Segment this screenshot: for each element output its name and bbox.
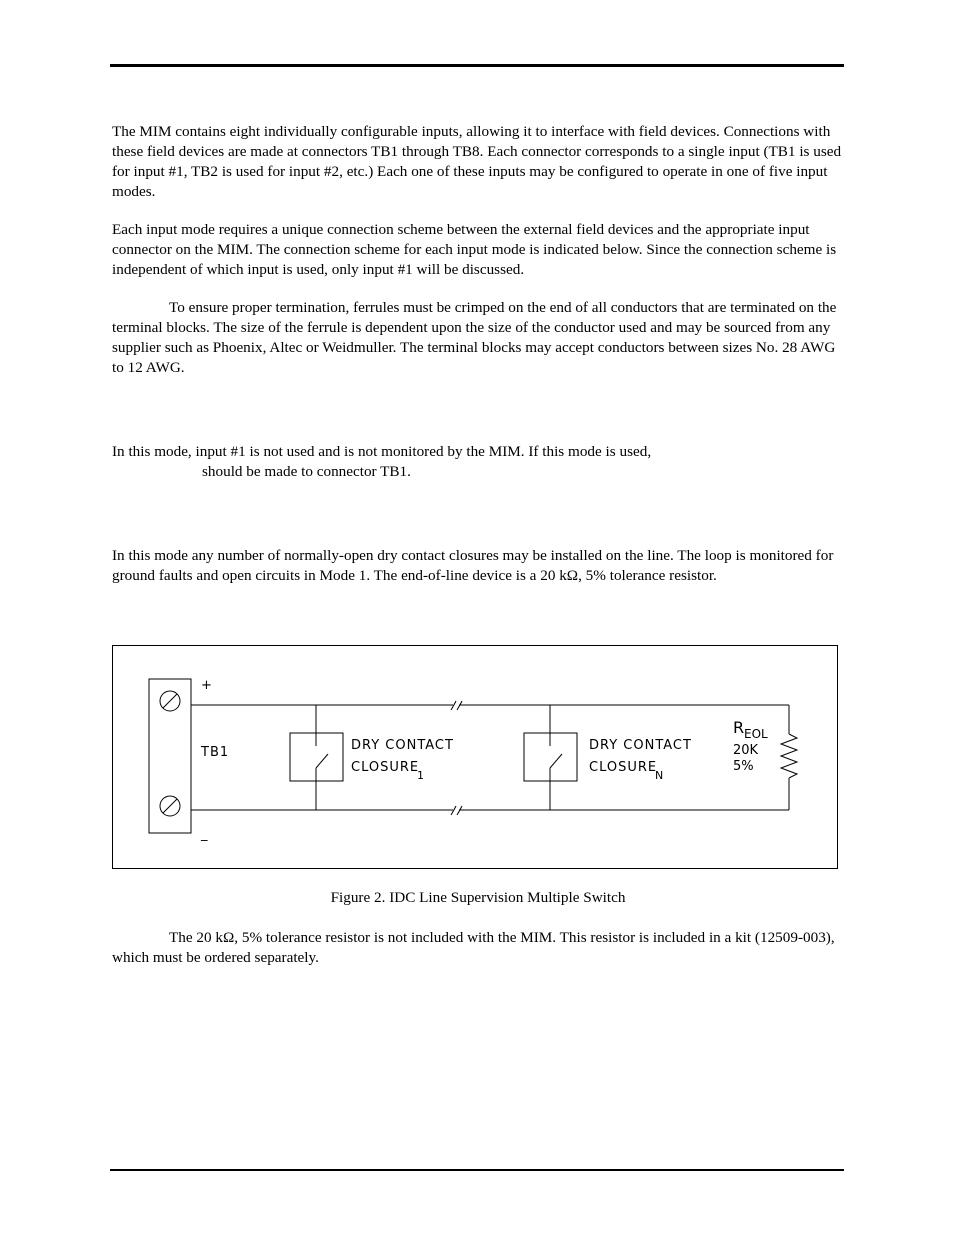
terminal-block-tb1 (149, 679, 191, 833)
switchn-subscript: N (655, 769, 664, 782)
paragraph-mode-1: In this mode any number of normally-open dry contact closures may be installed on the line. The loop is monitored for ground faults and open circuits in Mode 1. The end-of-line device is a 20 kΩ, 5% tolerance resistor. (112, 547, 834, 584)
switch1-label-line1: DRY CONTACT (351, 738, 454, 753)
mode-unused-line-2: should be made to connector TB1. (202, 463, 411, 480)
minus-label: _ (201, 827, 208, 842)
switch1-subscript: 1 (417, 769, 424, 782)
paragraph-inputs-overview: The MIM contains eight individually configurable inputs, allowing it to interface with field devices. Connections with these field devices are made at connectors TB1 through TB8. Each connector corresponds to a single input (TB1 is used for input #1, TB2 is used for input #2, etc.) Each one of these inputs may be configured to operate in one of five input modes. (112, 123, 842, 200)
idc-wiring-figure (112, 645, 838, 869)
resistor-tolerance-label: 5% (733, 759, 754, 774)
footer-rule (110, 1169, 844, 1171)
paragraph-resistor-kit: The 20 kΩ, 5% tolerance resistor is not included with the MIM. This resistor is included in a kit (12509-003), which must be ordered separately. (112, 929, 835, 966)
eol-resistor (781, 734, 797, 778)
mode-unused-line-1: In this mode, input #1 is not used and is not monitored by the MIM. If this mode is used, (112, 443, 652, 460)
switchn-label-line2: CLOSURE (589, 760, 658, 775)
switchn-label-line1: DRY CONTACT (589, 738, 692, 753)
resistor-r-label: R (733, 718, 745, 737)
idc-schematic (113, 646, 839, 870)
header-rule (110, 64, 844, 67)
resistor-eol-label: EOL (744, 727, 768, 741)
paragraph-ferrules: To ensure proper termination, ferrules must be crimped on the end of all conductors that are terminated on the terminal blocks. The size of the ferrule is dependent upon the size of the conductor used and may be sourced from any supplier such as Phoenix, Altec or Weidmuller. The terminal blocks may accept conductors between sizes No. 28 AWG to 12 AWG. (112, 299, 837, 376)
switch1-label-line2: CLOSURE (351, 760, 420, 775)
tb1-label: TB1 (201, 745, 230, 760)
paragraph-mode-unused (112, 442, 844, 482)
plus-label: + (201, 678, 212, 693)
paragraph-connection-scheme: Each input mode requires a unique connection scheme between the external field devices and the appropriate input connector on the MIM. The connection scheme for each input mode is indicated below. Since the connection scheme is independent of which input is used, only input #1 will be discussed. (112, 221, 837, 278)
resistor-value-label: 20K (733, 743, 759, 758)
figure-caption: Figure 2. IDC Line Supervision Multiple Switch (330, 889, 626, 906)
